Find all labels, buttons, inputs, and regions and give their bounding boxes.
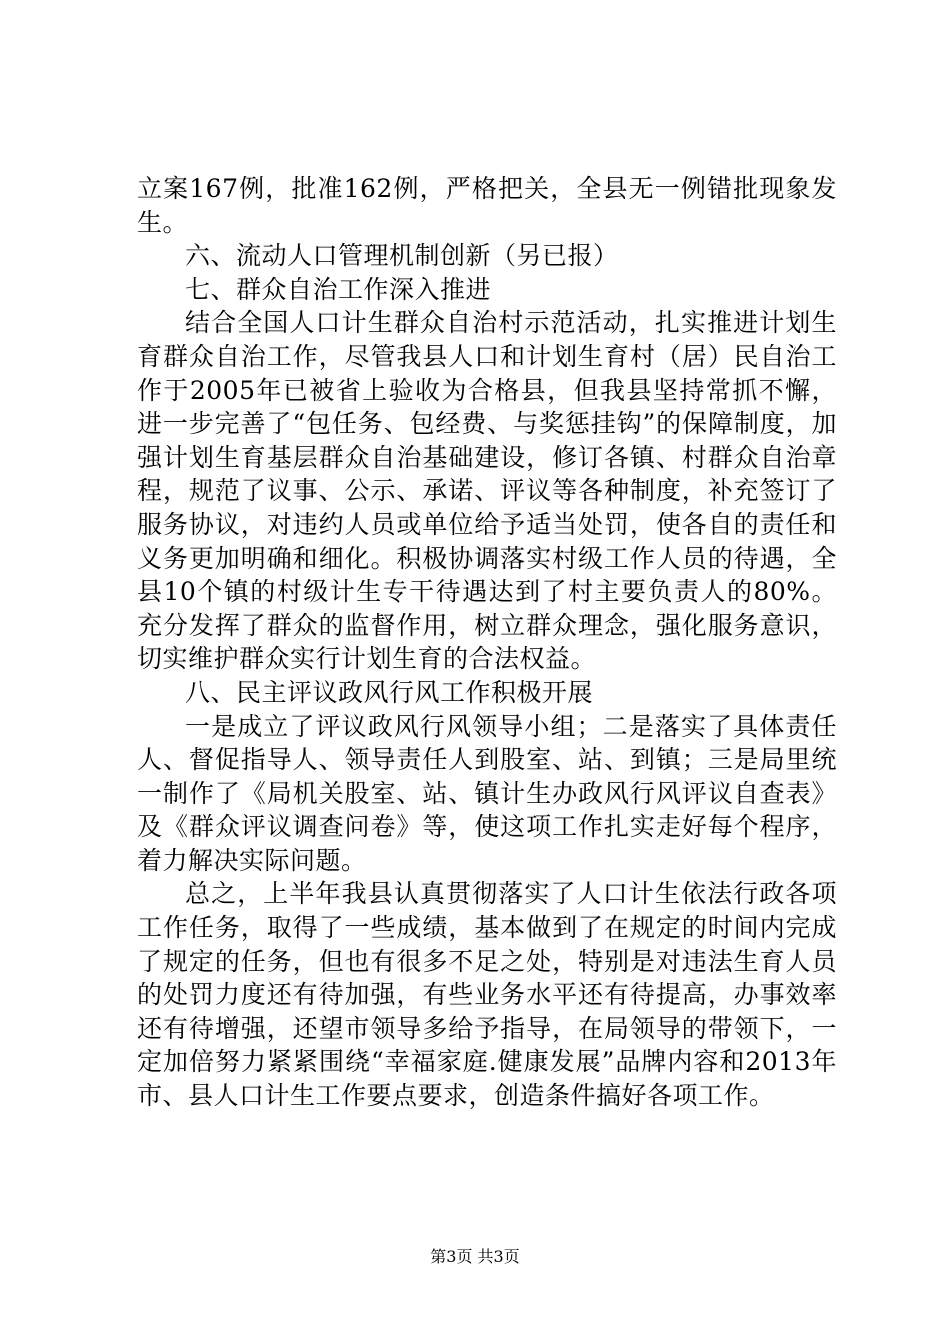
paragraph-summary: 总之，上半年我县认真贯彻落实了人口计生依法行政各项工作任务，取得了一些成绩，基本做到了在规定的时间内完成了规定的任务，但也有很多不足之处，特别是对违法生育人员的处罚力度还有待加强，有些业务水平还有待提高，办事效率还有待增强，还望市领导多给予指导，在局领导的带领下，一定加倍努力紧紧围绕“幸福家庭.健康发展”品牌内容和2013年市、县人口计生工作要点要求，创造条件搞好各项工作。 — [137, 879, 837, 1111]
paragraph-self-governance: 结合全国人口计生群众自治村示范活动，扎实推进计划生育群众自治工作，尽管我县人口和计划生育村（居）民自治工作于2005年已被省上验收为合格县，但我县坚持常抓不懈，进一步完善了“包任务、包经费、与奖惩挂钩”的保障制度，加强计划生育基层群众自治基础建设，修订各镇、村群众自治章程，规范了议事、公示、承诺、评议等各种制度，补充签订了服务协议，对违约人员或单位给予适当处罚，使各自的责任和义务更加明确和细化。积极协调落实村级工作人员的待遇，全县10个镇的村级计生专干待遇达到了村主要负责人的80%。充分发挥了群众的监督作用，树立群众理念，强化服务意识，切实维护群众实行计划生育的合法权益。 — [137, 308, 837, 674]
document-body — [137, 172, 837, 1113]
paragraph-continuation: 立案167例，批准162例，严格把关，全县无一例错批现象发生。 — [137, 174, 837, 237]
section-heading-6: 六、流动人口管理机制创新（另已报） — [185, 241, 619, 271]
section-heading-8: 八、民主评议政风行风工作积极开展 — [185, 677, 594, 707]
page-footer: 第3页 共3页 — [430, 1247, 520, 1266]
paragraph-evaluation: 一是成立了评议政风行风领导小组；二是落实了具体责任人、督促指导人、领导责任人到股室、站、到镇；三是局里统一制作了《局机关股室、站、镇计生办政风行风评议自查表》及《群众评议调查问卷》等，使这项工作扎实走好每个程序，着力解决实际问题。 — [137, 711, 837, 875]
section-heading-7: 七、群众自治工作深入推进 — [185, 274, 492, 304]
